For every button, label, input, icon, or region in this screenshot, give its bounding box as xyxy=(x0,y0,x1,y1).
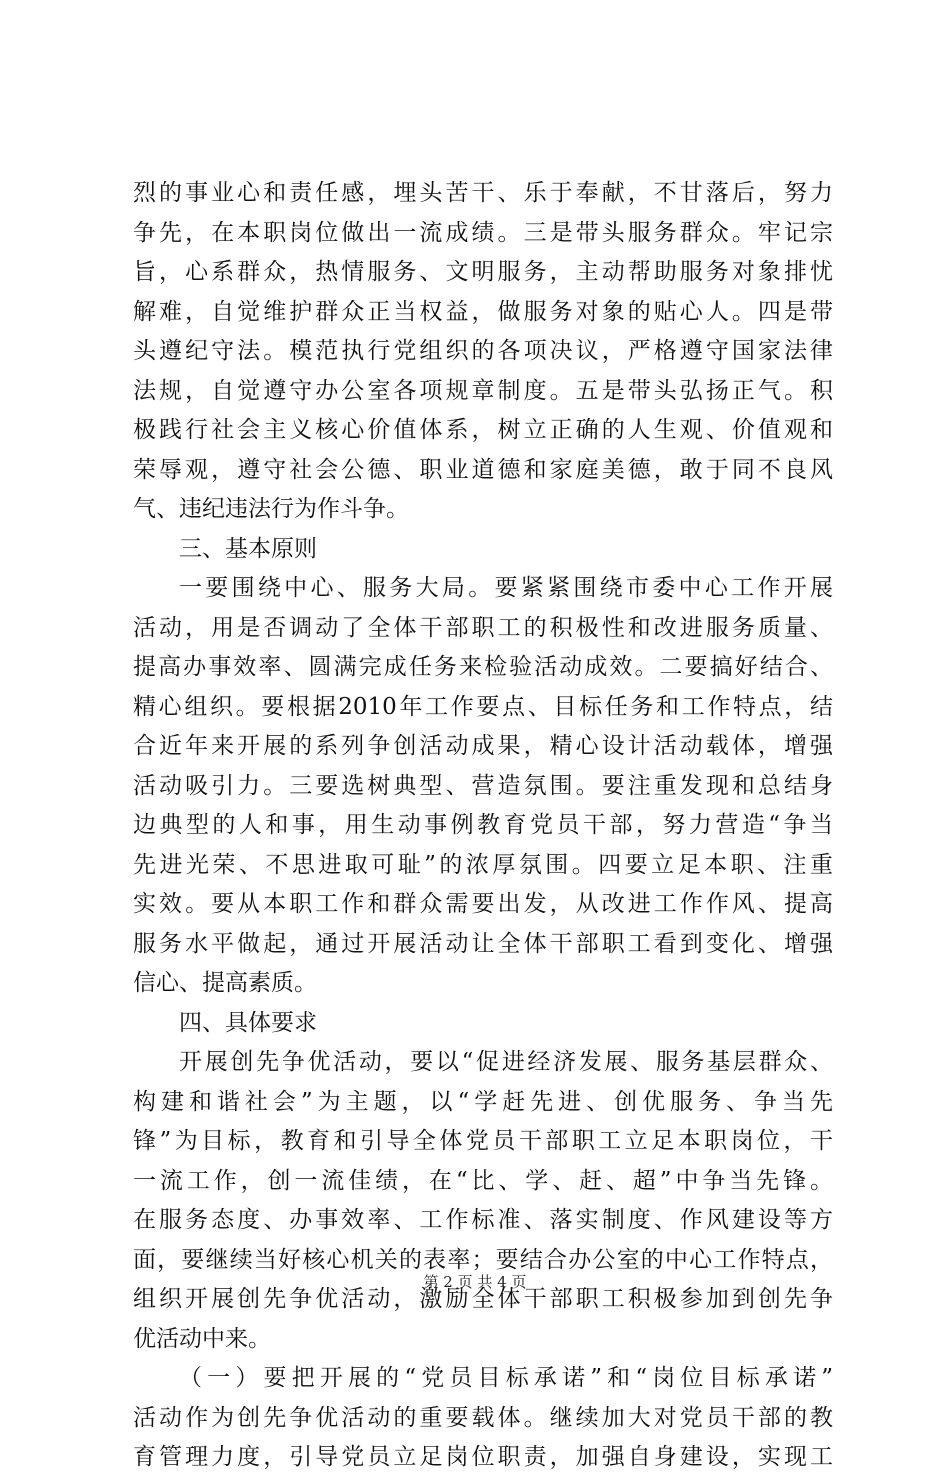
text-line: 开展创先争优活动，要以“促进经济发展、服务基层群众、 xyxy=(179,1049,833,1075)
text-line: 服务水平做起，通过开展活动让全体干部职工看到变化、增强 xyxy=(133,930,833,957)
text-line: 提高办事效率、圆满完成任务来检验活动成效。二要搞好结合、 xyxy=(133,654,833,680)
text-line: 法规，自觉遵守办公室各项规章制度。五是带头弘扬正气。积 xyxy=(133,377,833,404)
text-line: 构建和谐社会”为主题，以“学赶先进、创优服务、争当先 xyxy=(133,1088,833,1115)
text-line: 组织开展创先争优活动，激励全体干部职工积极参加到创先争 xyxy=(133,1286,833,1312)
text-line: 面，要继续当好核心机关的表率；要结合办公室的中心工作特点， xyxy=(133,1246,833,1273)
text-line: 信心、提高素质。 xyxy=(133,970,317,996)
text-line: 先进光荣、不思进取可耻”的浓厚氛围。四要立足本职、注重 xyxy=(133,851,833,878)
text-line: 气、违纪违法行为作斗争。 xyxy=(133,496,409,522)
text-line: 锋”为目标，教育和引导全体党员干部职工立足本职岗位，干 xyxy=(133,1128,833,1154)
text-line: 极践行社会主义核心价值体系，树立正确的人生观、价值观和 xyxy=(133,417,833,443)
text-line: 在服务态度、办事效率、工作标准、落实制度、作风建设等方 xyxy=(133,1207,833,1233)
text-line: 活动作为创先争优活动的重要载体。继续加大对党员干部的教 xyxy=(133,1404,833,1431)
text-line: （一）要把开展的“党员目标承诺”和“岗位目标承诺” xyxy=(179,1365,833,1391)
text-line: 活动，用是否调动了全体干部职工的积极性和改进服务质量、 xyxy=(133,614,833,641)
text-line: 解难，自觉维护群众正当权益，做服务对象的贴心人。四是带 xyxy=(133,298,833,325)
text-line: 四、具体要求 xyxy=(179,1009,317,1036)
page-footer: 第 2 页 共 4 页 xyxy=(423,1273,527,1291)
text-line: 边典型的人和事，用生动事例教育党员干部，努力营造“争当 xyxy=(133,812,833,838)
text-line: 一要围绕中心、服务大局。要紧紧围绕市委中心工作开展 xyxy=(179,575,833,601)
text-line: 精心组织。要根据2010年工作要点、目标任务和工作特点，结 xyxy=(133,693,833,720)
text-line: 实效。要从本职工作和群众需要出发，从改进工作作风、提高 xyxy=(133,891,833,917)
text-line: 一流工作，创一流佳绩，在“比、学、赶、超”中争当先锋。 xyxy=(133,1167,833,1194)
text-line: 三、基本原则 xyxy=(179,535,317,562)
text-line: 优活动中来。 xyxy=(133,1325,271,1352)
text-line: 合近年来开展的系列争创活动成果，精心设计活动载体，增强 xyxy=(133,733,833,759)
text-line: 荣辱观，遵守社会公德、职业道德和家庭美德，敢于同不良风 xyxy=(133,456,833,483)
text-line: 育管理力度，引导党员立足岗位职责，加强自身建设，实现工 xyxy=(133,1444,833,1470)
text-line: 旨，心系群众，热情服务、文明服务，主动帮助服务对象排忧 xyxy=(133,259,833,285)
text-line: 争先，在本职岗位做出一流成绩。三是带头服务群众。牢记宗 xyxy=(133,219,833,246)
text-line: 活动吸引力。三要选树典型、营造氛围。要注重发现和总结身 xyxy=(133,772,833,799)
text-line: 头遵纪守法。模范执行党组织的各项决议，严格遵守国家法律 xyxy=(133,338,833,364)
text-line: 烈的事业心和责任感，埋头苦干、乐于奉献，不甘落后，努力 xyxy=(133,180,833,206)
